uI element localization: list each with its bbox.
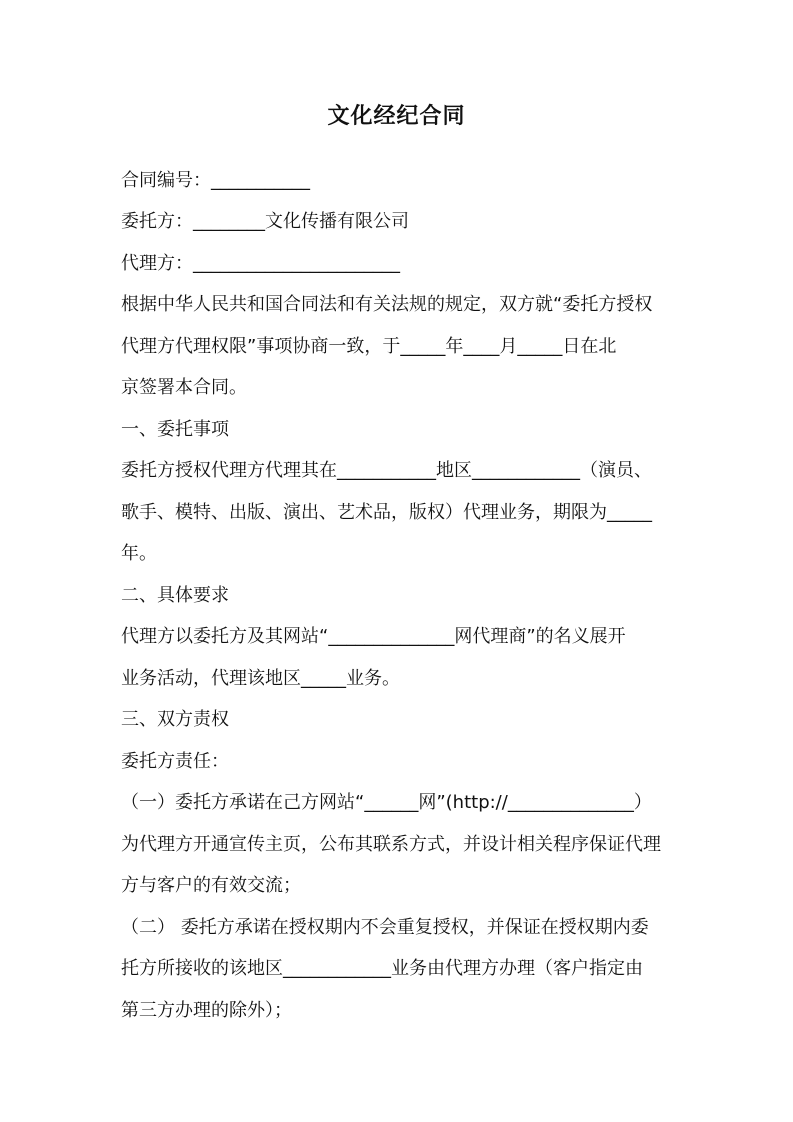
contract-number-line: 合同编号：___________ <box>121 170 310 191</box>
preamble-line-3: 京签署本合同。 <box>121 377 247 398</box>
duty-1-line-1: （一）委托方承诺在己方网站“______网”(http://______________） <box>121 792 652 813</box>
preamble-line-2: 代理方代理权限”事项协商一致，于_____年____月_____日在北 <box>121 336 617 357</box>
section-2-line-2: 业务活动，代理该地区_____业务。 <box>121 668 400 689</box>
duty-2-line-3: 第三方办理的除外）； <box>121 1000 292 1021</box>
duty-2-line-1: （二） 委托方承诺在授权期内不会重复授权，并保证在授权期内委 <box>121 917 649 938</box>
section-1-line-3: 年。 <box>121 543 157 564</box>
principal-duties-heading: 委托方责任： <box>121 751 229 772</box>
section-heading-2: 二、具体要求 <box>121 585 229 606</box>
section-2-line-1: 代理方以委托方及其网站“______________网代理商”的名义展开 <box>121 626 626 647</box>
duty-1-line-2: 为代理方开通宣传主页，公布其联系方式，并设计相关程序保证代理 <box>121 834 661 855</box>
preamble-line-1: 根据中华人民共和国合同法和有关法规的规定，双方就“委托方授权 <box>121 294 653 315</box>
section-1-line-2: 歌手、模特、出版、演出、艺术品，版权）代理业务，期限为_____ <box>121 502 652 523</box>
principal-party-line: 委托方：________文化传播有限公司 <box>121 211 409 232</box>
duty-2-line-2: 托方所接收的该地区____________业务由代理方办理（客户指定由 <box>121 958 643 979</box>
duty-1-line-3: 方与客户的有效交流； <box>121 875 301 896</box>
section-1-line-1: 委托方授权代理方代理其在___________地区____________（演员、 <box>121 460 652 481</box>
section-heading-1: 一、委托事项 <box>121 419 229 440</box>
section-heading-3: 三、双方责权 <box>121 709 229 730</box>
agent-party-line: 代理方：_______________________ <box>121 253 400 274</box>
document-title: 文化经纪合同 <box>327 104 466 129</box>
